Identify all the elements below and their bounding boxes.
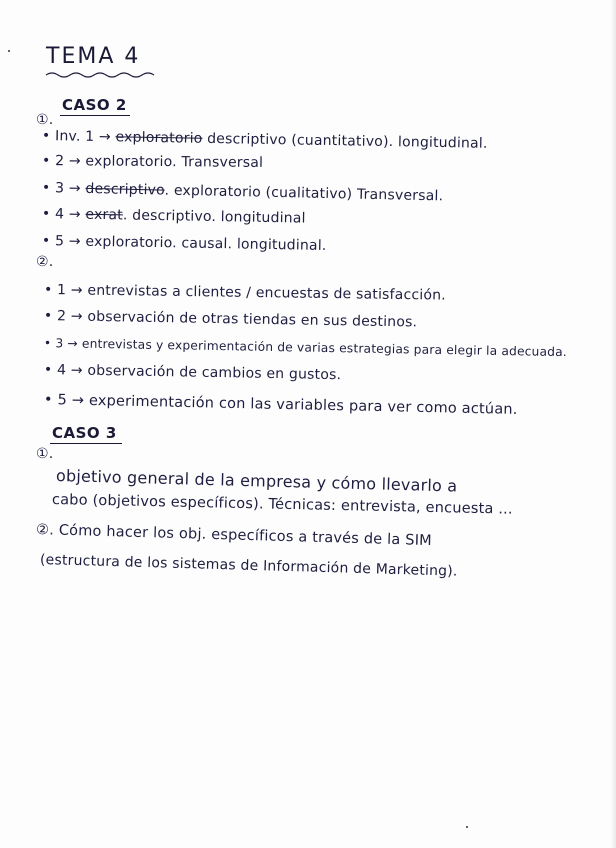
scan-edge-shadow <box>610 0 616 848</box>
caso2-q2-item-5: • 5 → experimentación con las variables para ver como actúan. <box>43 392 518 418</box>
caso2-heading: CASO 2 <box>62 96 127 114</box>
paper-speck <box>466 826 468 828</box>
caso2-q2-item-1: • 1 → entrevistas a clientes / encuestas de satisfacción. <box>43 282 447 304</box>
caso2-question1-marker: ①. <box>36 112 54 128</box>
caso3-heading: CASO 3 <box>52 424 117 442</box>
caso2-q2-item-3: • 3 → entrevistas y experimentación de varias estrategias para elegir la adecuada. <box>43 336 568 360</box>
caso3-q2-line-1: ②. Cómo hacer los obj. específicos a través de la SIM <box>35 522 433 550</box>
caso3-question1-marker: ①. <box>36 446 54 462</box>
page-title: TEMA 4 <box>46 44 141 69</box>
caso3-q1-line-1: objetivo general de la empresa y cómo llevarlo a <box>55 466 458 496</box>
paper-speck <box>8 50 10 52</box>
caso2-q1-item-5: • 5 → exploratorio. causal. longitudinal. <box>41 233 327 254</box>
caso3-q2-line-2: (estructura de los sistemas de Información de Marketing). <box>39 552 458 580</box>
title-wavy-underline <box>44 70 156 78</box>
caso2-q1-item-4: • 4 → exrat. descriptivo. longitudinal <box>41 206 306 227</box>
caso2-heading-underline <box>60 115 130 116</box>
caso3-heading-underline <box>50 443 122 444</box>
caso2-q1-item-1: • Inv. 1 → exploratorio descriptivo (cuantitativo). longitudinal. <box>41 128 488 152</box>
caso2-question2-marker: ②. <box>36 254 54 270</box>
caso2-q1-item-2: • 2 → exploratorio. Transversal <box>41 153 264 171</box>
caso2-q2-item-4: • 4 → observación de cambios en gustos. <box>43 362 342 384</box>
caso3-q1-line-2: cabo (objetivos específicos). Técnicas: entrevista, encuesta ... <box>51 492 513 518</box>
caso2-q2-item-2: • 2 → observación de otras tiendas en sus destinos. <box>43 308 418 331</box>
caso2-q1-item-3: • 3 → descriptivo. exploratorio (cualitativo) Transversal. <box>41 180 444 205</box>
